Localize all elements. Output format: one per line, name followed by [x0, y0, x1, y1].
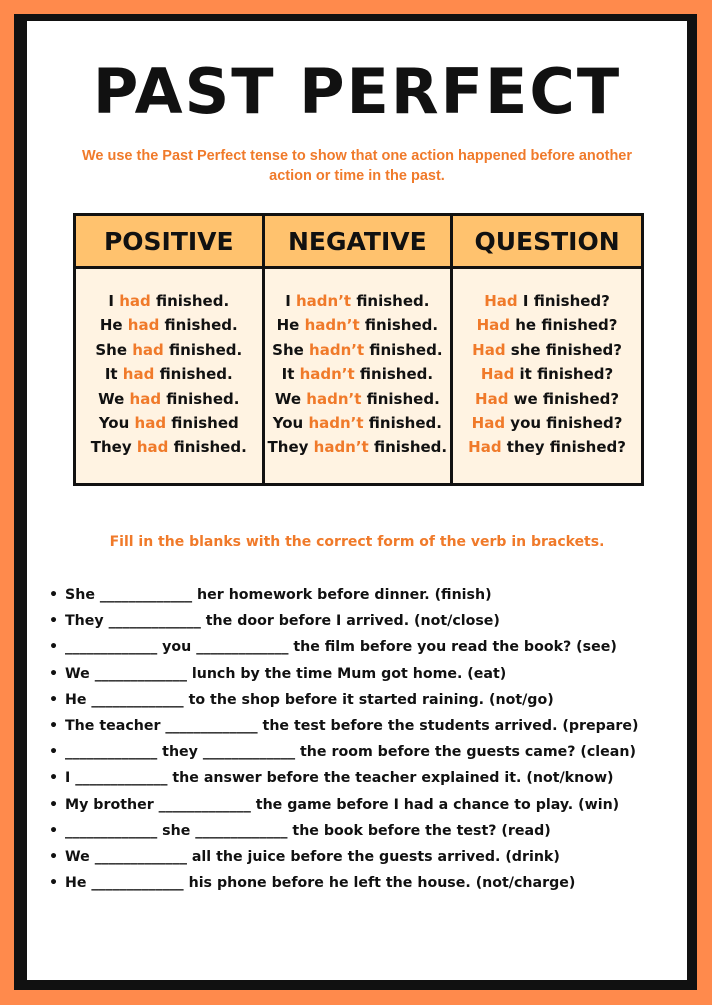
exercise-item: • We _____________ lunch by the time Mum got home. (eat) [49, 661, 679, 687]
sentence-auxiliary: Had [468, 438, 502, 457]
exercise-item: • They _____________ the door before I arrived. (not/close) [49, 608, 679, 634]
question-sentence [453, 313, 641, 337]
sentence-rest: I finished? [517, 292, 610, 310]
exercise-item: • _____________ she _____________ the book before the test? (read) [49, 818, 679, 844]
sentence-rest: they finished? [501, 438, 626, 457]
sentence-auxiliary: had [127, 316, 160, 335]
intro-text: We use the Past Perfect tense to show that one action happened before another action or time in the past. [81, 148, 633, 184]
question-sentence [453, 387, 641, 411]
sentence-rest: finished. [361, 389, 440, 408]
sentence-subject: We [98, 389, 130, 408]
sentence-rest: finished. [351, 292, 430, 310]
positive-sentence [76, 411, 262, 435]
sentence-subject: It [281, 365, 300, 384]
sentence-rest: we finished? [508, 389, 620, 408]
sentence-auxiliary: Had [475, 389, 509, 408]
sentence-auxiliary: Had [484, 292, 518, 310]
sentence-auxiliary: Had [480, 365, 515, 384]
sentence-auxiliary: had [129, 389, 162, 408]
sentence-subject: They [90, 438, 137, 457]
page-title: PAST PERFECT [92, 55, 622, 128]
exercise-item: • He _____________ his phone before he left the house. (not/charge) [49, 870, 679, 896]
sentence-rest: finished. [168, 438, 247, 457]
sentence-subject: I [285, 292, 296, 310]
question-column [452, 268, 643, 485]
sentence-rest: he finished? [510, 316, 618, 335]
sentence-auxiliary: had [136, 438, 169, 457]
exercise-item: • _____________ they _____________ the room before the guests came? (clean) [49, 739, 679, 765]
sentence-subject: He [276, 316, 305, 335]
sentence-auxiliary: hadn’t [309, 340, 365, 359]
negative-sentence [265, 338, 451, 362]
sentence-auxiliary: Had [471, 414, 506, 433]
sentence-rest: finished. [368, 438, 448, 457]
sentence-subject: I [108, 292, 120, 310]
sentence-rest: finished. [359, 316, 439, 335]
negative-sentence [265, 362, 451, 386]
positive-sentence [76, 362, 262, 386]
worksheet-page [27, 21, 687, 980]
header-question: QUESTION [452, 215, 643, 268]
sentence-rest: finished. [364, 340, 443, 359]
header-negative: NEGATIVE [263, 215, 452, 268]
table-body-row [75, 268, 643, 485]
sentence-auxiliary: had [134, 414, 167, 433]
sentence-subject: We [274, 389, 307, 408]
question-sentence [453, 289, 641, 313]
sentence-subject: He [99, 316, 128, 335]
exercise-item: • She _____________ her homework before dinner. (finish) [49, 582, 679, 608]
negative-sentence [265, 435, 451, 459]
sentence-auxiliary: Had [472, 340, 506, 359]
question-sentence [453, 362, 641, 386]
positive-sentence [76, 435, 262, 459]
question-sentence [453, 435, 641, 459]
sentence-rest: finished. [159, 316, 238, 335]
sentence-auxiliary: hadn’t [304, 316, 360, 335]
sentence-subject: They [267, 438, 314, 457]
sentence-rest: finished. [154, 365, 233, 384]
sentence-rest: finished. [150, 292, 230, 310]
conjugation-table [73, 213, 644, 486]
sentence-auxiliary: hadn’t [299, 365, 355, 384]
sentence-rest: you finished? [505, 414, 623, 433]
sentence-auxiliary: had [122, 365, 155, 384]
negative-sentence [265, 387, 451, 411]
sentence-rest: finished. [161, 389, 240, 408]
positive-sentence [76, 289, 262, 313]
sentence-rest: finished. [363, 414, 442, 433]
sentence-auxiliary: hadn’t [308, 414, 364, 433]
sentence-auxiliary: hadn’t [306, 389, 362, 408]
exercise-item: • My brother _____________ the game before I had a chance to play. (win) [49, 792, 679, 818]
sentence-subject: You [98, 414, 135, 433]
sentence-auxiliary: hadn’t [296, 292, 352, 310]
sentence-subject: It [104, 365, 123, 384]
positive-sentence [76, 338, 262, 362]
negative-column [263, 268, 452, 485]
sentence-subject: She [95, 340, 133, 359]
positive-sentence [76, 313, 262, 337]
sentence-auxiliary: had [119, 292, 151, 310]
positive-column [75, 268, 264, 485]
sentence-auxiliary: had [132, 340, 164, 359]
exercise-item: • _____________ you _____________ the film before you read the book? (see) [49, 634, 679, 660]
exercise-list [49, 582, 679, 896]
worksheet-border [14, 14, 697, 990]
sentence-rest: finished. [163, 340, 243, 359]
sentence-subject: You [272, 414, 309, 433]
negative-sentence [265, 411, 451, 435]
sentence-rest: finished [166, 414, 239, 433]
sentence-subject: She [272, 340, 310, 359]
negative-sentence [265, 289, 451, 313]
sentence-auxiliary: hadn’t [313, 438, 369, 457]
exercise-item: • I _____________ the answer before the teacher explained it. (not/know) [49, 765, 679, 791]
exercise-item: • He _____________ to the shop before it started raining. (not/go) [49, 687, 679, 713]
header-positive: POSITIVE [75, 215, 264, 268]
sentence-auxiliary: Had [476, 316, 511, 335]
negative-sentence [265, 313, 451, 337]
question-sentence [453, 411, 641, 435]
instruction-text: Fill in the blanks with the correct form of the verb in brackets. [109, 534, 605, 550]
sentence-rest: finished. [354, 365, 434, 384]
exercise-item: • We _____________ all the juice before the guests arrived. (drink) [49, 844, 679, 870]
sentence-rest: it finished? [514, 365, 614, 384]
question-sentence [453, 338, 641, 362]
sentence-rest: she finished? [505, 340, 622, 359]
positive-sentence [76, 387, 262, 411]
table-header-row [75, 215, 643, 268]
exercise-item: • The teacher _____________ the test before the students arrived. (prepare) [49, 713, 679, 739]
